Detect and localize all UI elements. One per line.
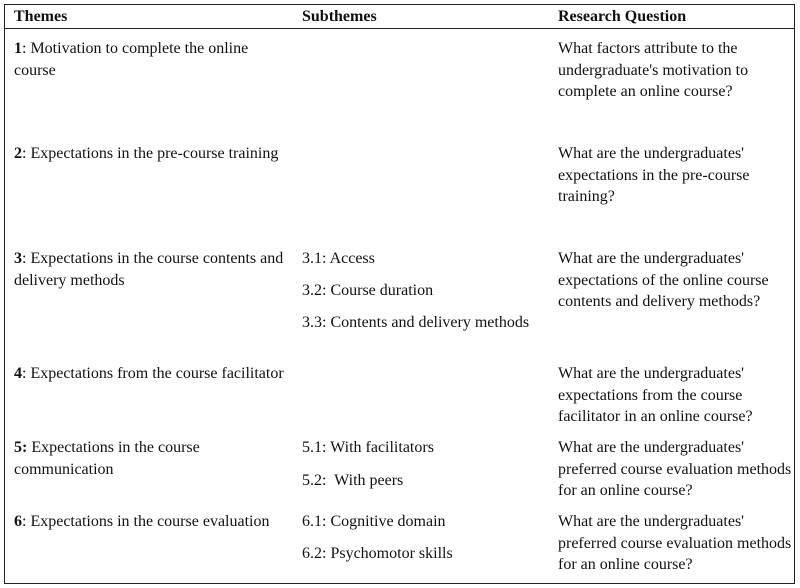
research-question-cell: What are the undergraduates' preferred course evaluation methods for an online course?	[558, 513, 792, 573]
theme-text: : Expectations from the course facilitator	[22, 365, 284, 382]
theme-number: 6	[14, 513, 22, 530]
theme-text: : Expectations in the course evaluation	[22, 513, 270, 530]
theme-number: 3	[14, 250, 22, 267]
theme-number: 2	[14, 145, 22, 162]
research-question-cell: What are the undergraduates' expectations in the pre-course training?	[558, 145, 750, 205]
theme-number: 1	[14, 40, 22, 57]
research-question-cell: What are the undergraduates' expectations from the course facilitator in an online course?	[558, 365, 753, 425]
theme-cell	[14, 38, 284, 81]
subtheme-item: 6.1: Cognitive domain	[302, 513, 446, 530]
subtheme-item: 3.3: Contents and delivery methods	[302, 314, 530, 331]
subtheme-item: 3.1: Access	[302, 250, 375, 267]
research-question-cell: What are the undergraduates' preferred course evaluation methods for an online course?	[558, 439, 792, 499]
theme-text: : Motivation to complete the online course	[14, 40, 249, 79]
theme-number: 5:	[14, 439, 28, 456]
column-header-subthemes: Subthemes	[302, 8, 377, 25]
theme-cell	[14, 511, 284, 533]
theme-cell	[14, 143, 284, 165]
theme-number: 4	[14, 365, 22, 382]
subtheme-item: 6.2: Psychomotor skills	[302, 545, 453, 562]
subtheme-item: 5.1: With facilitators	[302, 439, 434, 456]
theme-text: Expectations in the course communication	[14, 439, 200, 478]
research-question-cell: What factors attribute to the undergraduate's motivation to complete an online course?	[558, 40, 749, 100]
column-header-research-question: Research Question	[558, 8, 687, 25]
subtheme-item: 3.2: Course duration	[302, 282, 434, 299]
header-divider	[4, 28, 795, 29]
theme-text: : Expectations in the course contents and delivery methods	[14, 250, 284, 289]
theme-cell	[14, 363, 284, 385]
subtheme-item: 5.2: With peers	[302, 472, 404, 489]
theme-cell	[14, 248, 284, 291]
theme-text: : Expectations in the pre-course training	[22, 145, 279, 162]
research-question-cell: What are the undergraduates' expectations of the online course contents and delivery methods?	[558, 250, 769, 310]
column-header-themes: Themes	[14, 8, 68, 25]
theme-cell	[14, 437, 284, 480]
